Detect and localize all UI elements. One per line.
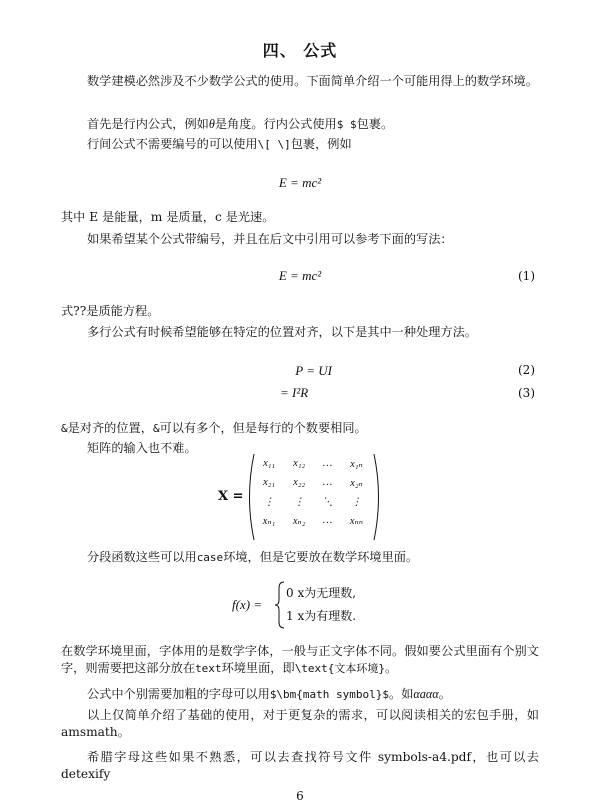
intro-paragraph: 数学建模必然涉及不少数学公式的使用。下面简单介绍一个可能用得上的数学环境。	[87, 74, 538, 88]
text-run: 。	[385, 661, 398, 675]
text-run: 首先是行内公式，例如	[87, 117, 209, 131]
bold-symbol-example: αaαα	[413, 687, 439, 701]
equation-2: P = UI	[295, 363, 332, 378]
equation-3-number: (3)	[518, 386, 535, 400]
matrix-cell: ⋱	[322, 496, 333, 508]
matrix-label: X =	[218, 489, 244, 504]
text-run: 环境里面，即	[221, 661, 295, 675]
text-run: 是角度。行内公式使用	[214, 117, 337, 131]
equation-1: E = mc²	[278, 268, 322, 283]
matrix-cell: x₁₁	[263, 458, 276, 469]
energy-explanation: 其中 E 是能量，m 是质量，c 是光速。	[61, 210, 275, 224]
matrix-row	[254, 454, 372, 473]
matrix-cell: …	[322, 515, 333, 526]
alignment-intro: 多行公式有时候希望能够在特定的位置对齐，以下是其中一种处理方法。	[87, 325, 477, 339]
cases-intro	[61, 549, 539, 566]
cases-lhs: f(x) =	[232, 597, 263, 612]
cases-row-1: 0 x为无理数,	[286, 586, 357, 600]
numbered-intro: 如果希望某个公式带编号，并且在后文中引用可以参考下面的写法：	[87, 232, 453, 246]
matrix-cell: x₂₂	[293, 477, 306, 488]
matrix	[244, 452, 384, 542]
matrix-cell: xₙₙ	[349, 515, 364, 527]
text-run: 包裹。	[356, 117, 394, 131]
inline-formula-paragraph	[61, 116, 539, 133]
matrix-cell: ⋮	[263, 496, 275, 508]
matrix-row	[254, 492, 372, 511]
text-env-paragraph	[61, 643, 539, 677]
matrix-intro: 矩阵的输入也不难。	[87, 441, 197, 455]
matrix-cell: x₂ₙ	[350, 477, 363, 489]
reference-paragraph: 式??是质能方程。	[61, 304, 160, 318]
display-equation: E = mc²	[278, 175, 322, 190]
code-dollar: $ $	[336, 118, 357, 131]
text-run: 行间公式不需要编号的可以使用	[87, 137, 258, 151]
code-ampersand: &	[152, 422, 160, 435]
bold-symbol-paragraph	[61, 686, 539, 703]
text-run: 环境，但是它要放在数学环境里面。	[223, 550, 419, 564]
code-text-env: \text{文本环境}	[294, 662, 386, 675]
right-paren-icon	[372, 452, 384, 542]
code-text: text	[195, 662, 222, 675]
alignment-explanation	[61, 420, 539, 437]
text-run: 在数学环境里面，字体用的是数学字体，一般与正文字体不同。假如要公式里面有个别文字，则需要把这部分放在	[61, 644, 539, 675]
text-run: 。如	[389, 687, 414, 701]
theta-symbol: θ	[208, 117, 215, 131]
display-formula-paragraph	[61, 136, 539, 153]
matrix-cell: ⋮	[351, 496, 362, 508]
matrix-cell: x₁ₙ	[350, 458, 363, 470]
code-bm: $\bm{math symbol}$	[269, 688, 390, 701]
text-run: 是对齐的位置，	[67, 421, 153, 435]
matrix-cell: ⋮	[293, 496, 305, 508]
matrix-cell: …	[322, 477, 333, 488]
text-run: 公式中个别需要加粗的字母可以用	[87, 687, 270, 701]
left-brace-icon	[274, 580, 286, 630]
equation-3: = I²R	[280, 385, 309, 400]
matrix-table	[254, 454, 372, 530]
text-run: 分段函数这些可以用	[87, 550, 197, 564]
text-run: 包裹，例如	[290, 137, 352, 151]
matrix-row	[254, 473, 372, 492]
matrix-cell: xₙ₂	[292, 515, 306, 527]
code-brackets: \[ \]	[257, 138, 291, 151]
section-title: 四、 公式	[262, 41, 338, 60]
equation-1-number: (1)	[518, 269, 535, 283]
matrix-cell: xₙ₁	[262, 515, 276, 527]
code-ampersand: &	[61, 422, 68, 435]
matrix-cell: …	[322, 458, 333, 469]
code-case: case	[196, 551, 224, 564]
matrix-cell: x₂₁	[263, 477, 276, 488]
page-number: 6	[296, 789, 304, 803]
text-run: 可以有多个，但是每行的个数要相同。	[159, 421, 367, 435]
equation-2-number: (2)	[518, 363, 535, 377]
further-reading-paragraph: 以上仅简单介绍了基础的使用，对于更复杂的需求，可以阅读相关的宏包手册，如amsmath。	[61, 708, 539, 739]
cases-row-2: 1 x为有理数.	[286, 609, 357, 623]
greek-letters-paragraph: 希腊字母这些如果不熟悉，可以去查找符号文件 symbols-a4.pdf，也可以去 detexify	[61, 750, 539, 781]
text-run: 。	[438, 687, 451, 701]
matrix-cell: x₁₂	[293, 458, 306, 469]
matrix-row	[254, 511, 372, 530]
